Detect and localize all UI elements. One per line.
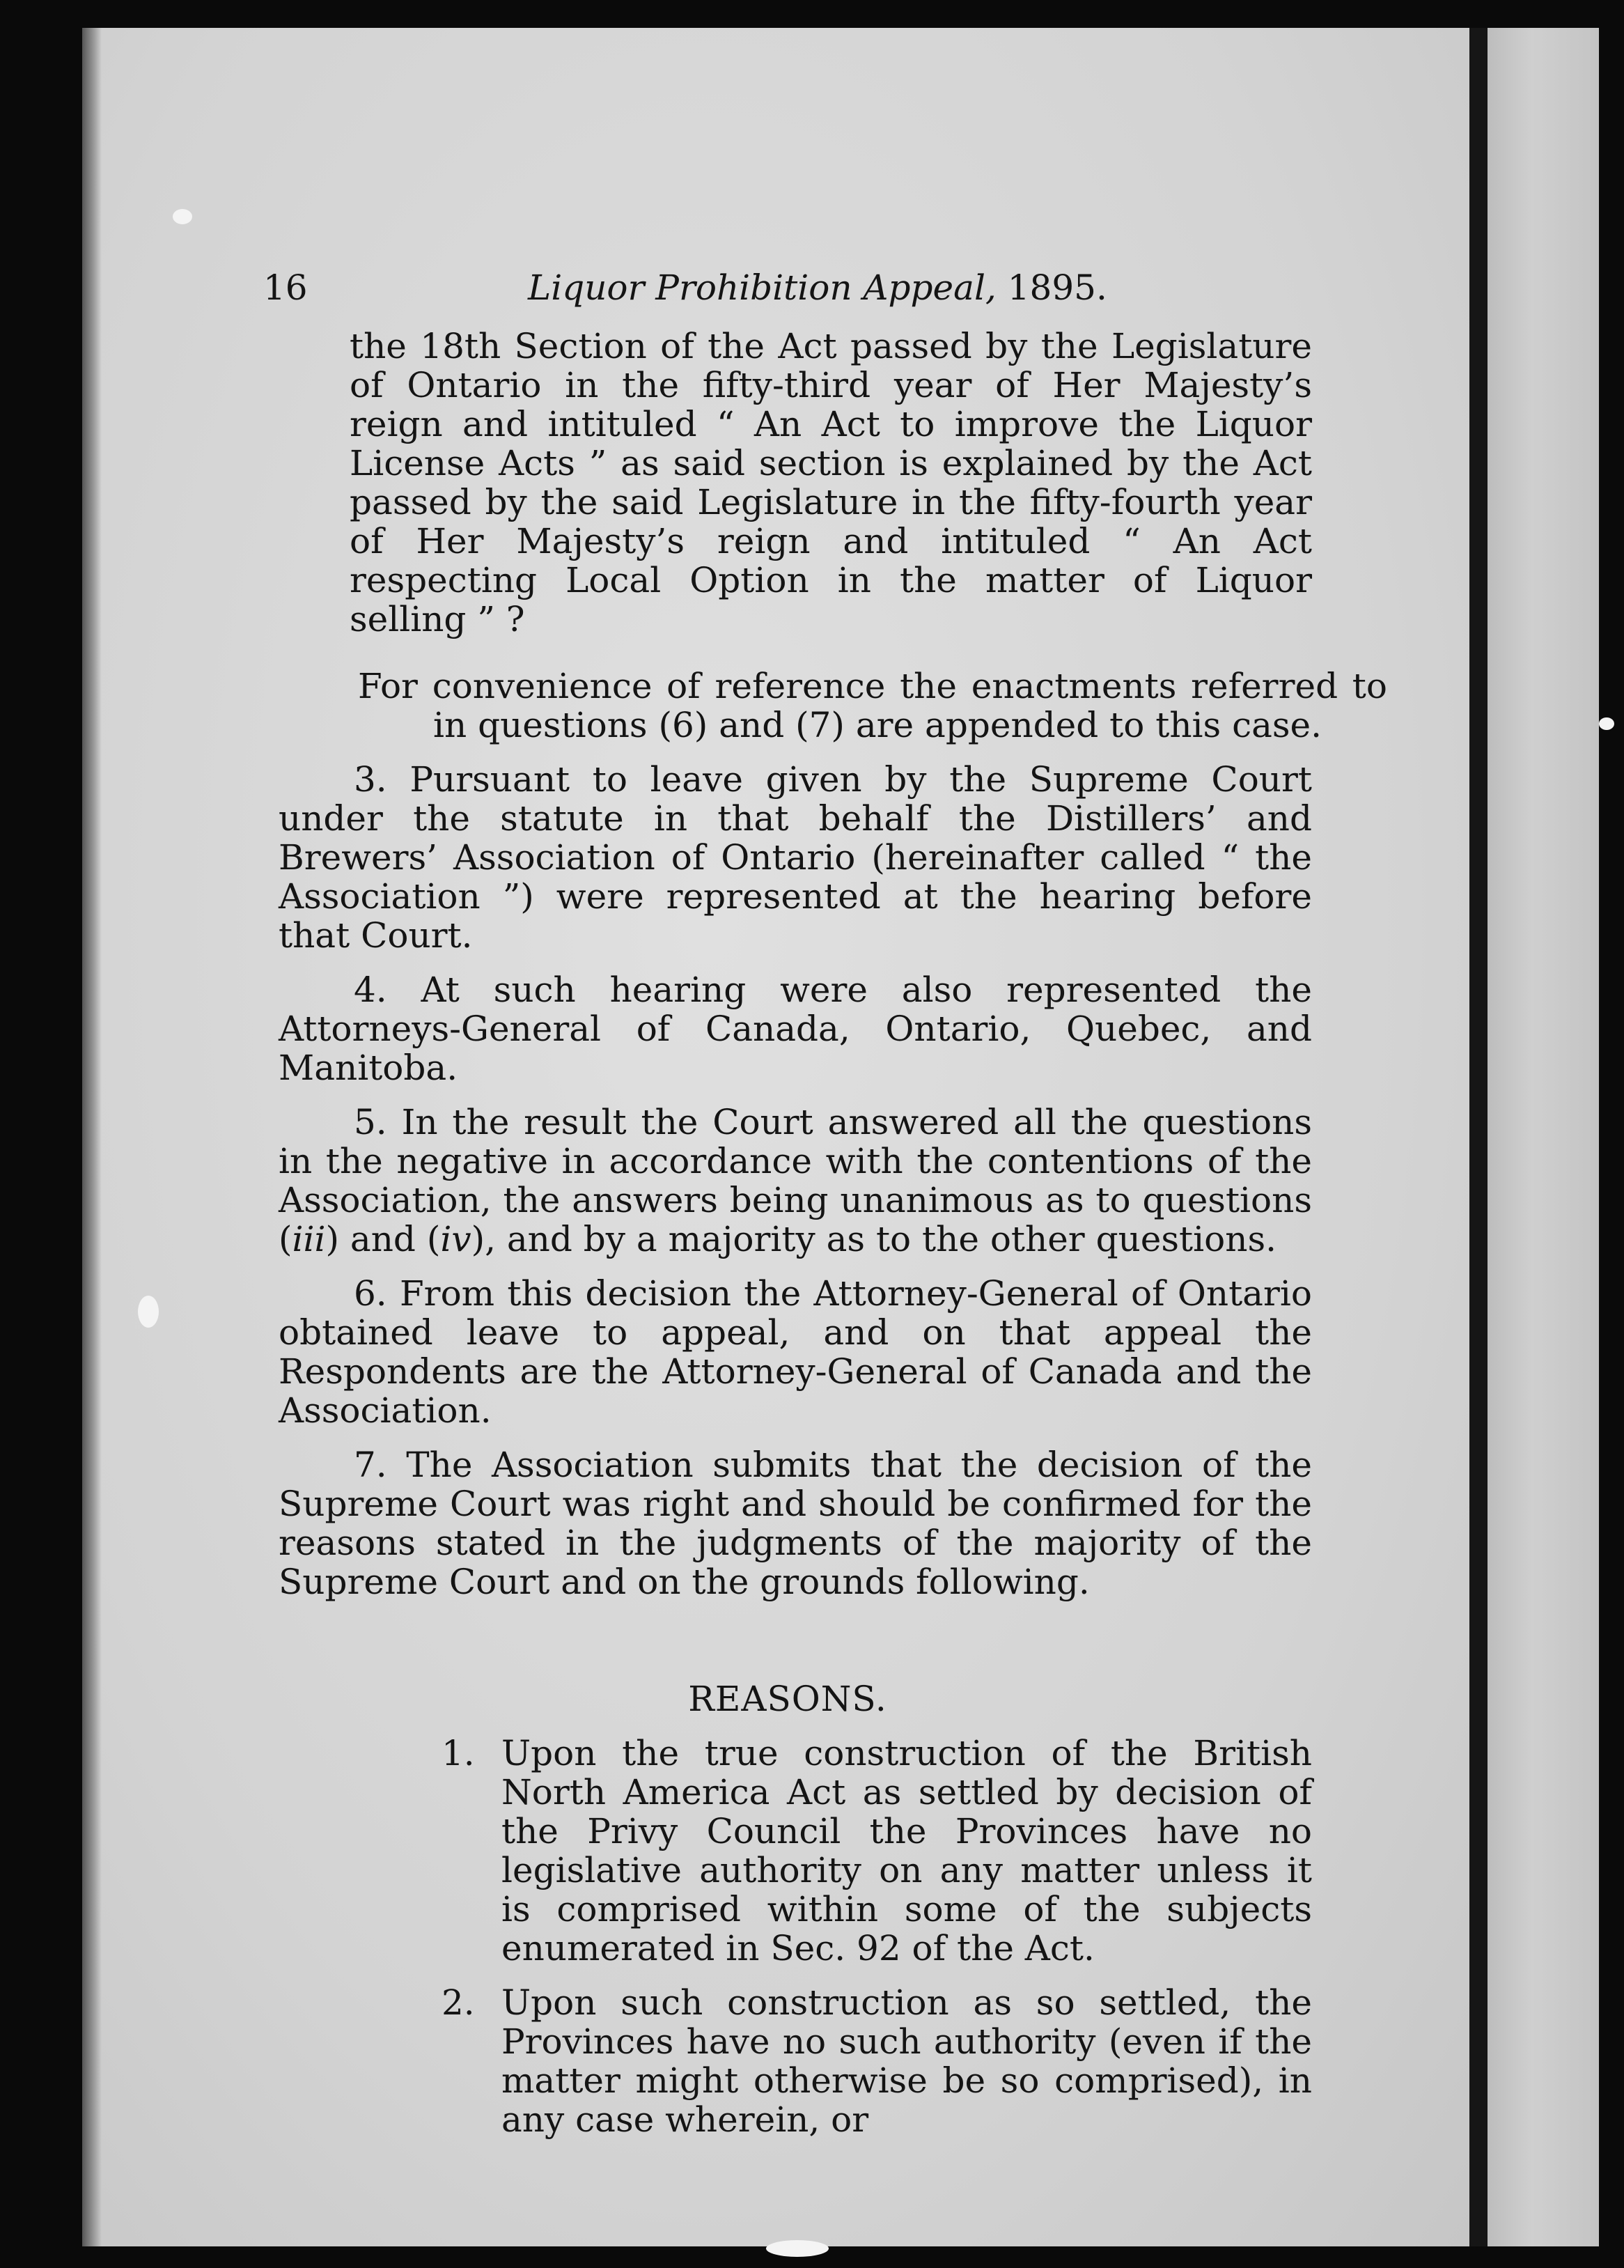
paragraph-7 bbox=[279, 1445, 1312, 1601]
running-header bbox=[263, 268, 1322, 317]
paragraph-text: Pursuant to leave given by the Supreme Court under the statute in that behalf the Distillers’ and Brewers’ Association of Ontario (hereinafter called “ the Association ”) were represented at the hearing before that Court. bbox=[279, 759, 1312, 956]
reason-1 bbox=[442, 1734, 1312, 1968]
paragraph-text: ), and by a majority as to the other questions. bbox=[471, 1219, 1276, 1259]
facing-page-edge bbox=[1488, 28, 1599, 2246]
reasons-heading: REASONS. bbox=[688, 1679, 887, 1719]
reason-2 bbox=[442, 1983, 1312, 2139]
page-text bbox=[263, 267, 1387, 2140]
reason-text: Upon the true construction of the British North America Act as settled by decision of the Privy Council the Provinces have no legislative authority on any matter unless it is comprised within some of the subjects enumerated in Sec. 92 of the Act. bbox=[501, 1733, 1312, 1968]
roman-numeral-iii: iii bbox=[292, 1219, 326, 1259]
reference-note: For convenience of reference the enactments referred to in questions (6) and (7) are appended to this case. bbox=[358, 666, 1387, 745]
paragraph-text: In the result the Court answered all the questions in the negative in accordance with the contentions of the Association, the answers being unanimous as to questions ( bbox=[279, 1102, 1312, 1259]
reason-number: 2. bbox=[442, 1982, 475, 2023]
book-spine-gutter bbox=[1469, 28, 1488, 2246]
running-title-year: 1895. bbox=[1007, 267, 1107, 308]
running-title-text: Liquor Prohibition Appeal, bbox=[528, 267, 997, 308]
scan-speck bbox=[766, 2240, 829, 2257]
paragraph-number: 3. bbox=[354, 759, 387, 800]
roman-numeral-iv: iv bbox=[440, 1219, 471, 1259]
paragraph-text: ) and ( bbox=[325, 1219, 441, 1259]
scan-speck bbox=[173, 209, 192, 224]
question-continuation: the 18th Section of the Act passed by the Legislature of Ontario in the fifty-third year of Her Majesty’s reign and intituled “ An Act to improve the Liquor License Acts ” as said section is explained by the Act passed by the said Legislature in the fifty-fourth year of Her Majesty’s reign and intituled “ An Act respecting Local Option in the matter of Liquor selling ” ? bbox=[350, 326, 1312, 639]
paragraph-4 bbox=[279, 970, 1312, 1087]
paragraph-number: 7. bbox=[354, 1445, 387, 1485]
paragraph-text: The Association submits that the decision of the Supreme Court was right and should be confirmed for the reasons stated in the judgments of the majority of the Supreme Court and on the grounds following. bbox=[279, 1445, 1312, 1602]
reason-text: Upon such construction as so settled, the Provinces have no such authority (even if the matter might otherwise be so comprised), in any case wherein, or bbox=[501, 1982, 1312, 2140]
reason-number: 1. bbox=[442, 1733, 475, 1773]
scan-speck bbox=[138, 1296, 159, 1328]
page-number: 16 bbox=[263, 267, 308, 308]
paragraph-number: 4. bbox=[354, 970, 387, 1010]
paragraph-3 bbox=[279, 760, 1312, 955]
paragraph-text: At such hearing were also represented the Attorneys-General of Canada, Ontario, Quebec, and Manitoba. bbox=[279, 970, 1312, 1088]
page-left-shadow bbox=[82, 28, 102, 2246]
paragraph-5 bbox=[279, 1103, 1312, 1259]
paragraph-6 bbox=[279, 1274, 1312, 1430]
running-title bbox=[528, 268, 1107, 307]
paragraph-text: From this decision the Attorney-General of Ontario obtained leave to appeal, and on that appeal the Respondents are the Attorney-General of Canada and the Association. bbox=[279, 1273, 1312, 1431]
paragraph-number: 6. bbox=[354, 1273, 387, 1314]
scan-speck bbox=[1599, 717, 1614, 730]
paragraph-number: 5. bbox=[354, 1102, 387, 1142]
